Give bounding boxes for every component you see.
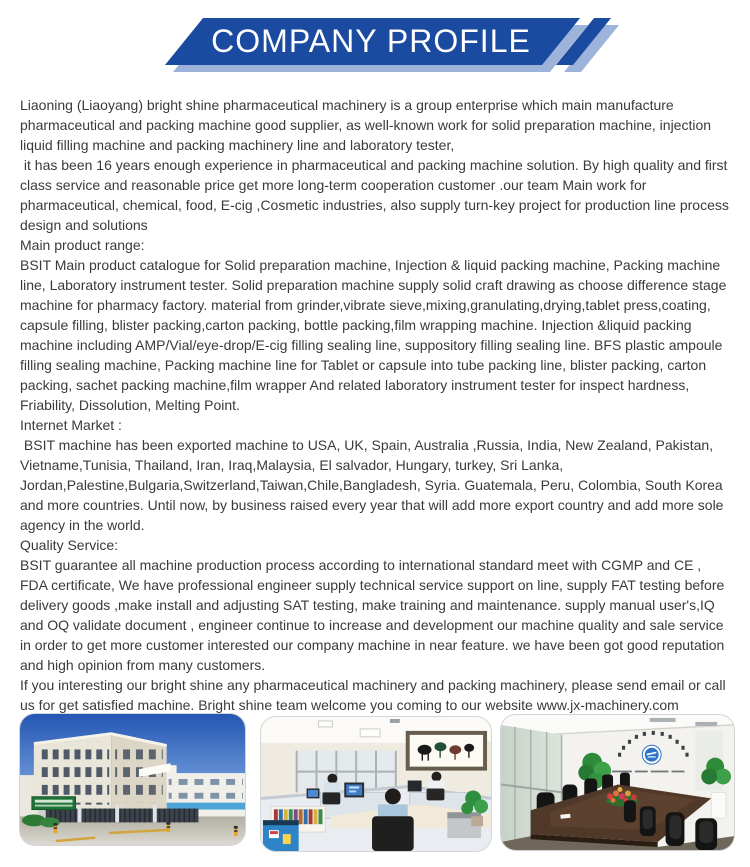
meeting-room-photo: [500, 714, 735, 851]
office-workspace-image: [261, 717, 491, 851]
office-workspace-photo: [260, 716, 492, 852]
profile-paragraph: Liaoning (Liaoyang) bright shine pharmaceutical machinery is a group enterprise which main manufacture pharmaceutical and packing machine good supplier, as well-known work for solid preparation machine, injection liquid filling machine and packing machinery line and laboratory tester,: [20, 97, 715, 153]
profile-paragraph: it has been 16 years enough experience in pharmaceutical and packing machine solution. By high quality and first class service and reasonable price get more long-term cooperation customer .our team Main work for pharmaceutical, chemical, food, E-cig ,Cosmetic industries, also supply turn-key project for production line process design and solutions: [20, 157, 733, 233]
profile-paragraph: Quality Service:: [20, 537, 119, 553]
profile-paragraph: If you interesting our bright shine any pharmaceutical machinery and packing machinery, please send email or call us for get satisfied machine. Bright shine team welcome you coming to our website www.jx-machinery.com: [20, 677, 730, 713]
profile-paragraph: Internet Market :: [20, 417, 122, 433]
profile-paragraph: BSIT Main product catalogue for Solid preparation machine, Injection & liquid packing machine, Packing machine line, Laboratory instrument tester. Solid preparation machine supply solid craft drawing as choose difference stage machine for pharmacy factory. material from grinder,vibrate sieve,mixing,granulating,drying,tablet press,coating, capsule filling, blister packing,carton packing, bottle packing,film wrapping machine. Injection &liquid packing machine including AMP/Vial/eye-drop/E-cig filling sealing line, suppository filling sealing line. BFS plastic ampoule filling sealing machine, Packing machine line for Tablet or capsule into tube packing line, blister packing, carton packing, sachet packing machine,film wrapper And related laboratory instrument tester for inspect hardness, Friability, Dissolution, Melting Point.: [20, 257, 731, 413]
profile-paragraph: Jordan,Palestine,Bulgaria,Switzerland,Taiwan,Chile,Bangladesh, Syria. Guatemala, Peru, Colombia, South Korea and more countries. Until now, by business raised every year that will add more export country and add more sole agency in the world.: [20, 477, 728, 533]
profile-paragraph: Main product range:: [20, 237, 145, 253]
profile-paragraph: BSIT machine has been exported machine to USA, UK, Spain, Australia ,Russia, India, New Zealand, Pakistan, Vietname,Tunisia, Thailand, Iran, Iraq,Malaysia, El salvador, Hungary, turkey, Sri Lanka,: [20, 437, 718, 473]
meeting-room-image: [501, 715, 734, 850]
page-title: COMPANY PROFILE: [211, 23, 531, 59]
factory-building-photo: [19, 713, 246, 846]
profile-paragraph: BSIT guarantee all machine production process according to international standard meet with CGMP and CE , FDA certificate, We have professional engineer supply technical service support on line, supply FAT testing before delivery goods ,make install and adjusting SAT testing, make training and maintenance. supply manual user's,IQ and OQ validate document , engineer continue to increase and development our machine quality and sale service in order to get more customer interested our company machine in near feature. we have been got good reputation and high opinion from many customers.: [20, 557, 729, 673]
company-logo-mark: [642, 745, 661, 764]
company-profile-text: [20, 95, 732, 715]
factory-building-image: [20, 714, 245, 845]
